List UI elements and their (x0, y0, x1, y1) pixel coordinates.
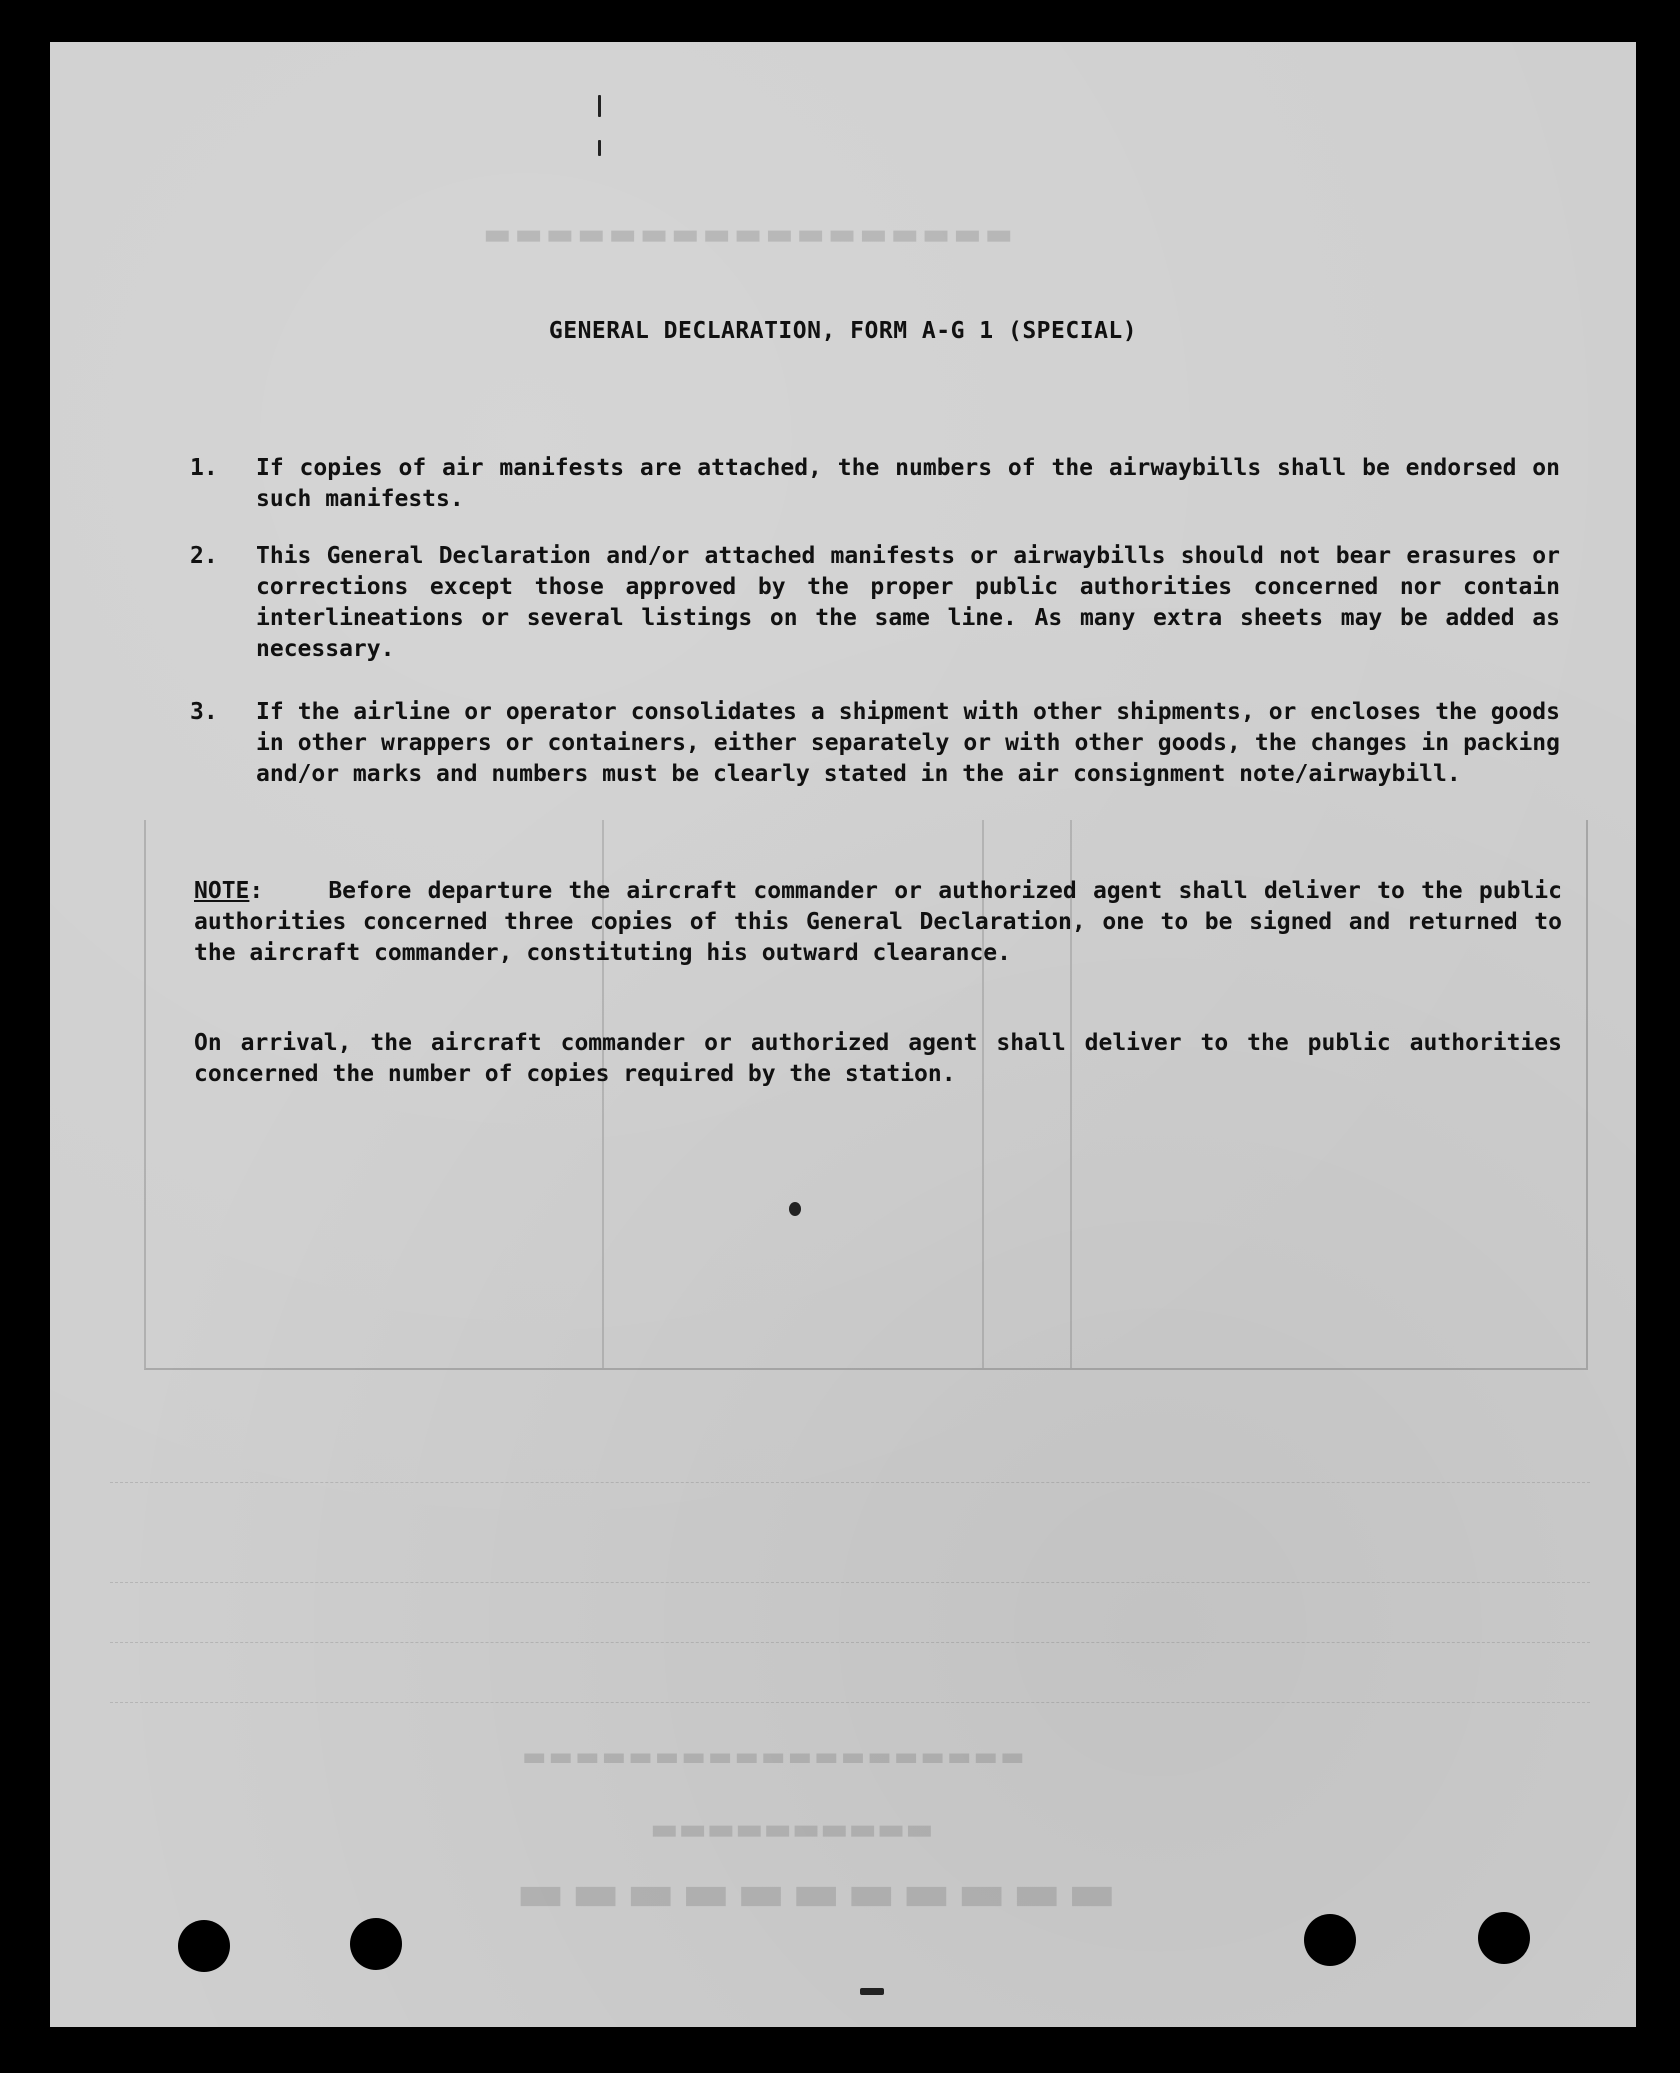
bleed-through-rule (110, 1702, 1590, 1703)
instruction-item-2 (190, 541, 1560, 665)
punch-hole (178, 1920, 230, 1972)
bleed-through-line: ▬▬▬▬▬▬▬▬▬▬▬▬▬▬▬▬▬▬▬ (520, 1742, 1025, 1772)
ink-speck (598, 95, 601, 117)
instruction-item-3 (190, 697, 1560, 790)
item-number: 2. (190, 543, 218, 569)
ink-speck (860, 1988, 884, 1995)
note-label: NOTE (194, 878, 250, 904)
bleed-through-rule (110, 1582, 1590, 1583)
item-text: If the airline or operator consolidates a shipment with other shipments, or encloses the goods in other wrappers or containers, either separately or with other goods, the changes in packing and/or marks and numbers must be clearly stated in the air consignment note/airwaybill. (256, 699, 1560, 787)
ink-speck (789, 1202, 801, 1216)
punch-hole (1478, 1912, 1530, 1964)
document-title: GENERAL DECLARATION, FORM A-G 1 (SPECIAL) (548, 318, 1138, 344)
item-number: 1. (190, 455, 218, 481)
note-text: Before departure the aircraft commander or authorized agent shall deliver to the public authorities concerned three copies of this General Declaration, one to be signed and returned to the aircraft commander, constituting his outward clearance. (194, 878, 1562, 966)
punch-hole (1304, 1914, 1356, 1966)
document-page (50, 42, 1636, 2027)
ink-speck (598, 140, 601, 156)
bleed-through-line: ▬▬▬▬▬▬▬▬▬▬ (650, 1812, 934, 1847)
note-colon: : (249, 878, 264, 904)
bleed-through-rule (110, 1642, 1590, 1643)
punch-hole (350, 1918, 402, 1970)
bleed-through-rule (110, 1482, 1590, 1483)
item-number: 3. (190, 699, 218, 725)
item-text: If copies of air manifests are attached, the numbers of the airwaybills shall be endorsed on such manifests. (256, 455, 1560, 512)
item-text: This General Declaration and/or attached manifests or airwaybills should not bear erasures or corrections except those approved by the proper public authorities concerned nor contain interlineations or several listings on the same line. As many extra sheets may be added as necessary. (256, 543, 1560, 662)
instruction-item-1 (190, 453, 1560, 515)
bleed-through-title: ▬▬▬▬▬▬▬▬▬▬▬ (510, 1862, 1117, 1923)
bleed-through-heading: ▬▬▬▬▬▬▬▬▬▬▬▬▬▬▬▬▬ (480, 217, 1013, 252)
note-paragraph-1 (194, 876, 1562, 969)
note-paragraph-2: On arrival, the aircraft commander or authorized agent shall deliver to the public authorities concerned the number of copies required by the station. (194, 1030, 1562, 1087)
